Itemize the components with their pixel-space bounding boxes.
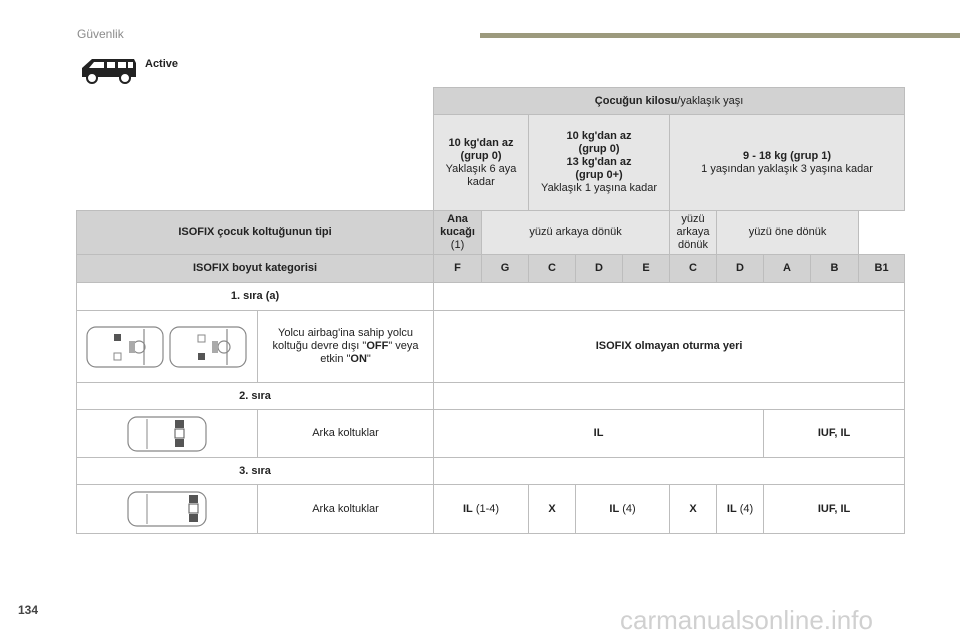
row3-value-4: X [670,485,717,534]
page-number: 134 [18,603,39,617]
row2-value-il: IL [434,410,764,458]
front-seat-diagram [77,311,258,383]
row2-desc: Arka koltuklar [258,410,434,458]
group-0-header: 10 kg'dan az (grup 0) Yaklaşık 6 aya kadar [434,115,529,211]
row2-value-iuf: IUF, IL [764,410,905,458]
type-rear-1: yüzü arkaya dönük [482,211,670,255]
size-cell: C [529,255,576,283]
active-label: Active [145,58,179,70]
van-icon [78,55,138,85]
row3-desc: Arka koltuklar [258,485,434,534]
size-cell: G [482,255,529,283]
type-rear-2: yüzü arkaya dönük [670,211,717,255]
row3-value-3: IL (4) [576,485,670,534]
third-row-diagram [77,485,258,534]
row2-label: 2. sıra [77,383,434,410]
car-topview-icon [125,414,209,454]
size-label: ISOFIX boyut kategorisi [77,255,434,283]
size-cell: C [670,255,717,283]
type-forward: yüzü öne dönük [717,211,859,255]
size-cell: B1 [859,255,905,283]
group-0plus-header: 10 kg'dan az (grup 0) 13 kg'dan az (grup 0+) Yaklaşık 1 yaşına kadar [529,115,670,211]
car-topview-icon [84,323,250,371]
size-cell: A [764,255,811,283]
size-cell: B [811,255,859,283]
weight-header: Çocuğun kilosu/yaklaşık yaşı [434,88,905,115]
isofix-table [76,87,905,534]
second-row-diagram [77,410,258,458]
type-arms: Ana kucağı (1) [434,211,482,255]
car-topview-icon [125,489,209,529]
watermark: carmanualsonline.info [620,605,873,635]
group-1-header: 9 - 18 kg (grup 1) 1 yaşından yaklaşık 3 yaşına kadar [670,115,905,211]
size-cell: D [576,255,623,283]
row1-value: ISOFIX olmayan oturma yeri [434,311,905,383]
row3-value-2: X [529,485,576,534]
size-cell: D [717,255,764,283]
row1-label: 1. sıra (a) [77,283,434,311]
row3-label: 3. sıra [77,458,434,485]
airbag-desc: Yolcu airbag'ina sahip yolcu koltuğu devre dışı "OFF" veya etkin "ON" [258,311,434,383]
size-cell: F [434,255,482,283]
size-cell: E [623,255,670,283]
section-title: Güvenlik [77,27,124,41]
row3-value-6: IUF, IL [764,485,905,534]
row3-value-5: IL (4) [717,485,764,534]
row3-value-1: IL (1-4) [434,485,529,534]
type-label: ISOFIX çocuk koltuğunun tipi [77,211,434,255]
header-rule [480,33,960,38]
